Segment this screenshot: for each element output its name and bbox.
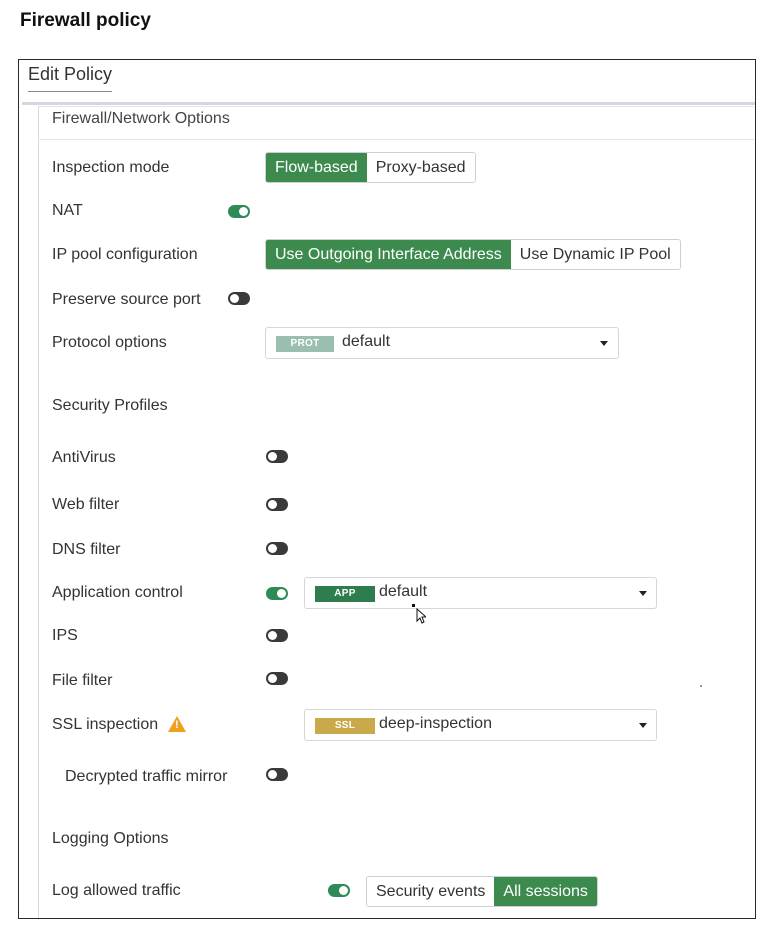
use-dynamic-ip-pool-option[interactable]: Use Dynamic IP Pool (511, 240, 680, 269)
use-outgoing-interface-option[interactable]: Use Outgoing Interface Address (266, 240, 511, 269)
stray-dot (700, 685, 702, 687)
chevron-down-icon (639, 723, 647, 728)
preserve-source-port-label: Preserve source port (52, 291, 201, 308)
decrypted-traffic-mirror-toggle[interactable] (266, 768, 288, 781)
ips-label: IPS (52, 627, 78, 644)
warning-icon: ! (168, 716, 186, 732)
application-control-toggle[interactable] (266, 587, 288, 600)
tab-divider (22, 102, 755, 105)
dns-filter-toggle[interactable] (266, 542, 288, 555)
tab-edit-policy[interactable]: Edit Policy (28, 64, 112, 92)
protocol-options-label: Protocol options (52, 334, 167, 351)
mouse-pointer-icon (412, 604, 426, 624)
ssl-badge: SSL (315, 718, 375, 734)
file-filter-label: File filter (52, 672, 113, 689)
page-title: Firewall policy (20, 10, 151, 31)
antivirus-label: AntiVirus (52, 449, 116, 466)
log-allowed-traffic-toggle[interactable] (328, 884, 350, 897)
web-filter-label: Web filter (52, 496, 120, 513)
prot-badge: PROT (276, 336, 334, 352)
security-profiles-heading: Security Profiles (52, 397, 168, 414)
decrypted-traffic-mirror-label: Decrypted traffic mirror (65, 768, 228, 785)
protocol-options-value: default (342, 333, 391, 350)
proxy-based-option[interactable]: Proxy-based (367, 153, 475, 182)
log-allowed-traffic-label: Log allowed traffic (52, 882, 181, 899)
log-traffic-mode-toggle (366, 876, 598, 907)
nat-toggle[interactable] (228, 205, 250, 218)
inspection-mode-toggle (265, 152, 476, 183)
all-sessions-option[interactable]: All sessions (494, 877, 596, 906)
ssl-inspection-label: SSL inspection (52, 716, 159, 733)
antivirus-toggle[interactable] (266, 450, 288, 463)
protocol-options-select[interactable] (265, 327, 619, 359)
ip-pool-label: IP pool configuration (52, 246, 198, 263)
ssl-inspection-select[interactable] (304, 709, 657, 741)
section-title: Firewall/Network Options (52, 110, 230, 127)
chevron-down-icon (600, 341, 608, 346)
preserve-source-port-toggle[interactable] (228, 292, 250, 305)
ip-pool-toggle (265, 239, 681, 270)
chevron-down-icon (639, 591, 647, 596)
dns-filter-label: DNS filter (52, 541, 121, 558)
flow-based-option[interactable]: Flow-based (266, 153, 367, 182)
firewall-network-options-section (38, 106, 754, 918)
logging-options-heading: Logging Options (52, 830, 169, 847)
application-control-label: Application control (52, 584, 183, 601)
app-badge: APP (315, 586, 375, 602)
application-control-value: default (379, 583, 428, 600)
ips-toggle[interactable] (266, 629, 288, 642)
inspection-mode-label: Inspection mode (52, 159, 170, 176)
application-control-select[interactable] (304, 577, 657, 609)
web-filter-toggle[interactable] (266, 498, 288, 511)
section-divider (38, 139, 754, 140)
ssl-inspection-value: deep-inspection (379, 715, 492, 732)
file-filter-toggle[interactable] (266, 672, 288, 685)
security-events-option[interactable]: Security events (367, 877, 494, 906)
nat-label: NAT (52, 202, 83, 219)
